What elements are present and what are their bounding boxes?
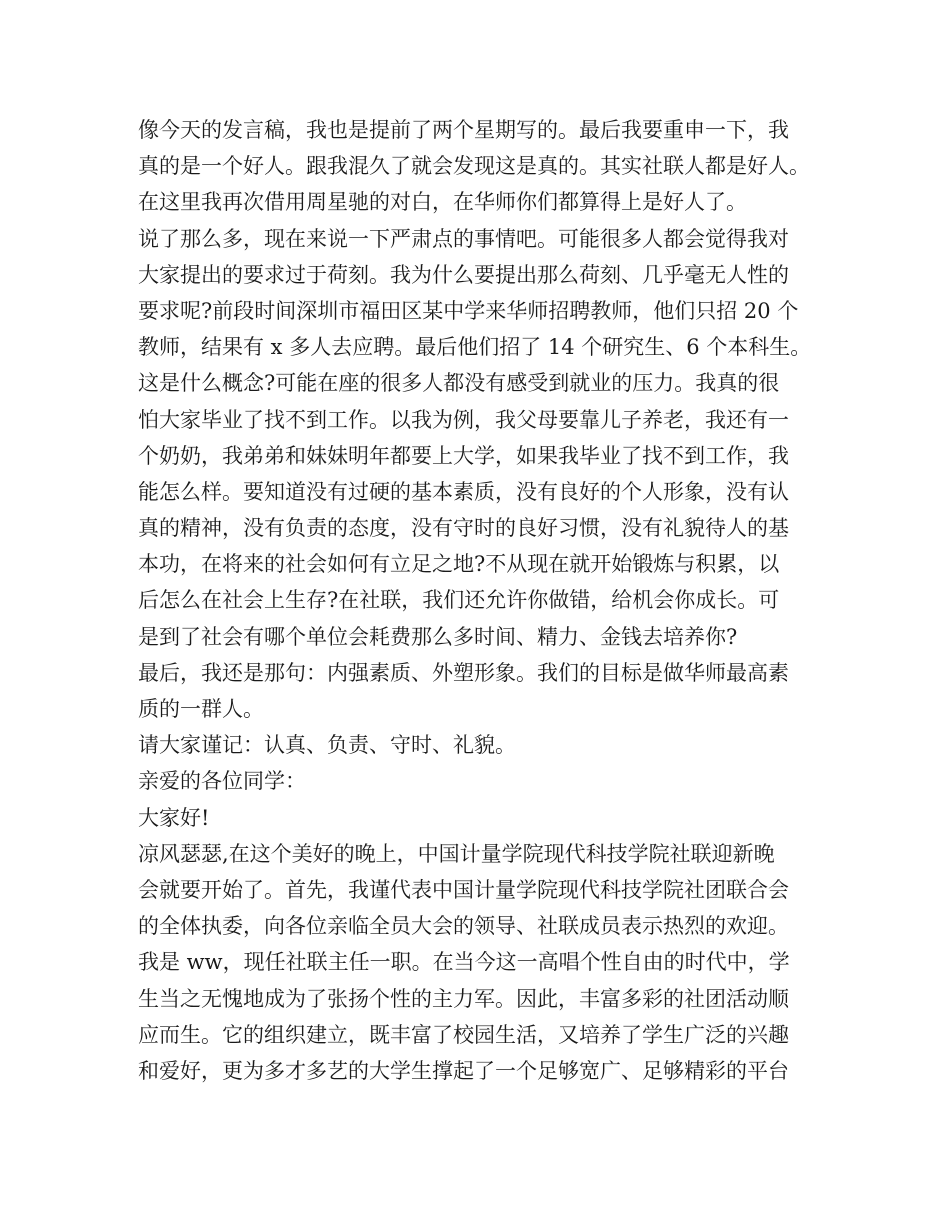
text-line-20: 大家好!: [138, 805, 210, 830]
text-line-13: 本功，在将来的社会如何有立足之地?不从现在就开始锻炼与积累，以: [138, 552, 780, 577]
text-line-9: 怕大家毕业了找不到工作。以我为例，我父母要靠儿子养老，我还有一: [138, 407, 789, 432]
text-line-15: 是到了社会有哪个单位会耗费那么多时间、精力、金钱去培养你?: [138, 624, 738, 649]
text-line-19: 亲爱的各位同学：: [138, 769, 306, 794]
text-line-17: 质的一群人。: [138, 697, 264, 721]
text-line-25: 生当之无愧地成为了张扬个性的主力军。因此，丰富多彩的社团活动顺: [138, 986, 789, 1011]
text-line-7: 教师，结果有 x 多人去应聘。最后他们招了 14 个研究生、6 个本科生。: [138, 335, 812, 360]
text-line-10: 个奶奶，我弟弟和妹妹明年都要上大学，如果我毕业了找不到工作，我: [138, 443, 789, 468]
text-line-1: 像今天的发言稿，我也是提前了两个星期写的。最后我要重申一下，我: [138, 118, 789, 142]
text-line-26: 应而生。它的组织建立，既丰富了校园生活，又培养了学生广泛的兴趣: [138, 1022, 789, 1047]
document-body: [138, 112, 838, 1089]
text-line-8: 这是什么概念?可能在座的很多人都没有感受到就业的压力。我真的很: [138, 371, 780, 396]
text-line-3: 在这里我再次借用周星驰的对白，在华师你们都算得上是好人了。: [138, 190, 747, 215]
text-line-14: 后怎么在社会上生存?在社联，我们还允许你做错，给机会你成长。可: [138, 588, 780, 613]
text-line-12: 真的精神，没有负责的态度，没有守时的良好习惯，没有礼貌待人的基: [138, 516, 789, 541]
text-line-5: 大家提出的要求过于荷刻。我为什么要提出那么荷刻、几乎毫无人性的: [138, 262, 789, 287]
text-line-27: 和爱好，更为多才多艺的大学生撑起了一个足够宽广、足够精彩的平台: [138, 1058, 789, 1083]
text-line-23: 的全体执委，向各位亲临全员大会的领导、社联成员表示热烈的欢迎。: [138, 914, 789, 939]
text-line-21: 凉风瑟瑟,在这个美好的晚上，中国计量学院现代科技学院社联迎新晚: [138, 841, 775, 866]
text-line-6: 要求呢?前段时间深圳市福田区某中学来华师招聘教师，他们只招 20 个: [138, 298, 799, 323]
text-line-2: 真的是一个好人。跟我混久了就会发现这是真的。其实社联人都是好人。: [138, 154, 810, 179]
text-line-16: 最后，我还是那句：内强素质、外塑形象。我们的目标是做华师最高素: [138, 660, 789, 685]
text-line-4: 说了那么多，现在来说一下严肃点的事情吧。可能很多人都会觉得我对: [138, 226, 789, 251]
text-line-24: 我是 ww，现任社联主任一职。在当今这一高唱个性自由的时代中，学: [138, 950, 790, 975]
text-line-18: 请大家谨记：认真、负责、守时、礼貌。: [138, 733, 516, 758]
text-line-22: 会就要开始了。首先，我谨代表中国计量学院现代科技学院社团联合会: [138, 877, 789, 902]
text-line-11: 能怎么样。要知道没有过硬的基本素质，没有良好的个人形象，没有认: [138, 479, 789, 504]
